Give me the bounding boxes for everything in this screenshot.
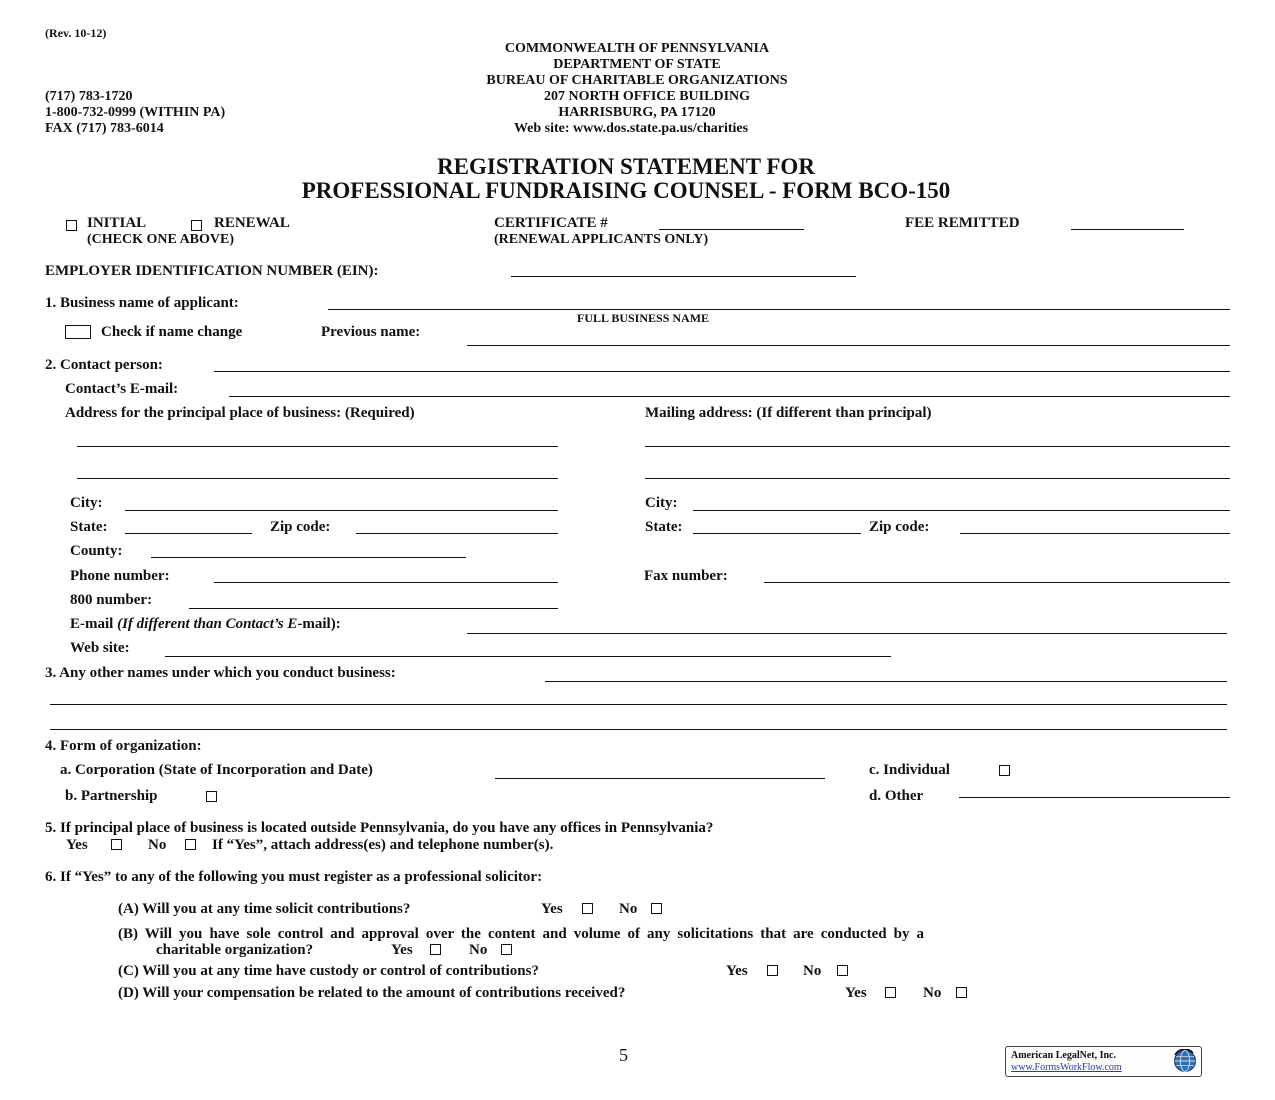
logo-url-link[interactable]: www.FormsWorkFlow.com bbox=[1011, 1062, 1122, 1073]
individual-checkbox[interactable] bbox=[999, 765, 1010, 776]
partnership-label: b. Partnership bbox=[65, 788, 158, 804]
mailing-state-label: State: bbox=[645, 519, 683, 535]
previous-name-label: Previous name: bbox=[321, 324, 421, 340]
question-a: (A) Will you at any time solicit contributions? bbox=[118, 901, 411, 917]
contact-email-input[interactable] bbox=[229, 396, 1230, 397]
question-c: (C) Will you at any time have custody or control of contributions? bbox=[118, 963, 539, 979]
principal-city-label: City: bbox=[70, 495, 103, 511]
phone-line: (717) 783-1720 bbox=[45, 89, 133, 104]
other-label: d. Other bbox=[869, 788, 924, 804]
check-one-note: (CHECK ONE ABOVE) bbox=[87, 232, 235, 247]
question-b-no-checkbox[interactable] bbox=[501, 944, 512, 955]
principal-zip-input[interactable] bbox=[356, 533, 558, 534]
question-d-no-label: No bbox=[923, 985, 942, 1001]
solicitor-question: 6. If “Yes” to any of the following you must register as a professional solicitor: bbox=[45, 869, 543, 885]
mailing-city-input[interactable] bbox=[693, 510, 1230, 511]
business-name-input[interactable] bbox=[328, 309, 1230, 310]
agency-line: HARRISBURG, PA 17120 bbox=[558, 105, 716, 120]
renewal-label: RENEWAL bbox=[214, 215, 290, 231]
mailing-address-line-2[interactable] bbox=[645, 478, 1230, 479]
agency-line: 207 NORTH OFFICE BUILDING bbox=[543, 89, 751, 104]
name-change-label: Check if name change bbox=[101, 324, 243, 340]
question-b-yes-label: Yes bbox=[391, 942, 413, 958]
certificate-input[interactable] bbox=[659, 229, 804, 230]
principal-address-line-2[interactable] bbox=[77, 478, 558, 479]
question-d: (D) Will your compensation be related to the amount of contributions received? bbox=[118, 985, 626, 1001]
phone-line: 1-800-732-0999 (WITHIN PA) bbox=[45, 105, 226, 120]
globe-icon bbox=[1173, 1049, 1197, 1073]
principal-zip-label: Zip code: bbox=[270, 519, 331, 535]
website-label: Web site: bbox=[70, 640, 130, 656]
fee-input[interactable] bbox=[1071, 229, 1184, 230]
principal-state-input[interactable] bbox=[125, 533, 252, 534]
ein-label: EMPLOYER IDENTIFICATION NUMBER (EIN): bbox=[45, 263, 379, 279]
initial-checkbox[interactable] bbox=[66, 220, 77, 231]
business-email-input[interactable] bbox=[467, 633, 1227, 634]
american-legalnet-logo bbox=[1005, 1046, 1202, 1077]
fax-number-label: Fax number: bbox=[644, 568, 728, 584]
agency-line: BUREAU OF CHARITABLE ORGANIZATIONS bbox=[486, 73, 788, 88]
question-d-yes-checkbox[interactable] bbox=[885, 987, 896, 998]
contact-person-input[interactable] bbox=[214, 371, 1230, 372]
mailing-address-heading: Mailing address: (If different than principal) bbox=[645, 405, 932, 421]
corporation-label: a. Corporation (State of Incorporation and Date) bbox=[60, 762, 373, 778]
fax-number-input[interactable] bbox=[764, 582, 1230, 583]
full-business-name-caption: FULL BUSINESS NAME bbox=[577, 311, 710, 325]
question-b-continuation: charitable organization? bbox=[156, 942, 314, 958]
phone-number-input[interactable] bbox=[214, 582, 558, 583]
name-change-checkbox[interactable] bbox=[65, 325, 91, 339]
question-b-no-label: No bbox=[469, 942, 488, 958]
revision-label: (Rev. 10-12) bbox=[45, 26, 107, 40]
question-a-yes-label: Yes bbox=[541, 901, 563, 917]
other-names-label: 3. Any other names under which you conduct business: bbox=[45, 665, 396, 681]
page-number: 5 bbox=[619, 1045, 628, 1065]
renewal-checkbox[interactable] bbox=[191, 220, 202, 231]
question-a-no-checkbox[interactable] bbox=[651, 903, 662, 914]
logo-company-name: American LegalNet, Inc. bbox=[1011, 1050, 1116, 1061]
form-title: REGISTRATION STATEMENT FOR bbox=[437, 154, 815, 179]
principal-address-heading: Address for the principal place of business: (Required) bbox=[65, 405, 415, 421]
other-names-input-2[interactable] bbox=[50, 704, 1227, 705]
800-number-label: 800 number: bbox=[70, 592, 153, 608]
other-names-input-1[interactable] bbox=[545, 681, 1227, 682]
form-title: PROFESSIONAL FUNDRAISING COUNSEL - FORM BCO-150 bbox=[301, 178, 951, 203]
previous-name-input[interactable] bbox=[467, 345, 1230, 346]
certificate-label: CERTIFICATE # bbox=[494, 215, 608, 231]
offices-no-checkbox[interactable] bbox=[185, 839, 196, 850]
contact-person-label: 2. Contact person: bbox=[45, 357, 163, 373]
agency-line: DEPARTMENT OF STATE bbox=[553, 57, 721, 72]
mailing-state-input[interactable] bbox=[693, 533, 861, 534]
mailing-zip-label: Zip code: bbox=[869, 519, 930, 535]
principal-state-label: State: bbox=[70, 519, 108, 535]
offices-yes-label: Yes bbox=[66, 837, 88, 853]
form-of-organization-label: 4. Form of organization: bbox=[45, 738, 202, 754]
800-number-input[interactable] bbox=[189, 608, 558, 609]
website-input[interactable] bbox=[165, 656, 891, 657]
question-a-yes-checkbox[interactable] bbox=[582, 903, 593, 914]
corporation-input[interactable] bbox=[495, 778, 825, 779]
agency-website: Web site: www.dos.state.pa.us/charities bbox=[513, 121, 749, 136]
question-c-no-label: No bbox=[803, 963, 822, 979]
principal-city-input[interactable] bbox=[125, 510, 558, 511]
mailing-address-line-1[interactable] bbox=[645, 446, 1230, 447]
fee-label: FEE REMITTED bbox=[905, 215, 1020, 231]
principal-address-line-1[interactable] bbox=[77, 446, 558, 447]
offices-question: 5. If principal place of business is located outside Pennsylvania, do you have any offices in Pennsylvania? bbox=[45, 820, 714, 836]
question-c-yes-label: Yes bbox=[726, 963, 748, 979]
question-a-no-label: No bbox=[619, 901, 638, 917]
business-email-label: E-mail (If different than Contact’s E-mail): bbox=[70, 616, 341, 632]
phone-number-label: Phone number: bbox=[70, 568, 170, 584]
individual-label: c. Individual bbox=[869, 762, 950, 778]
question-d-no-checkbox[interactable] bbox=[956, 987, 967, 998]
fax-line: FAX (717) 783-6014 bbox=[45, 121, 164, 136]
initial-label: INITIAL bbox=[87, 215, 147, 231]
other-input[interactable] bbox=[959, 797, 1230, 798]
offices-attach-note: If “Yes”, attach address(es) and telephone number(s). bbox=[212, 837, 554, 853]
county-label: County: bbox=[70, 543, 123, 559]
offices-no-label: No bbox=[148, 837, 167, 853]
renewal-only-note: (RENEWAL APPLICANTS ONLY) bbox=[494, 232, 709, 247]
question-b: (B) Will you have sole control and approval over the content and volume of any solicitations that are conducted by a bbox=[118, 926, 925, 942]
county-input[interactable] bbox=[151, 557, 466, 558]
question-c-no-checkbox[interactable] bbox=[837, 965, 848, 976]
question-d-yes-label: Yes bbox=[845, 985, 867, 1001]
agency-line: COMMONWEALTH OF PENNSYLVANIA bbox=[504, 41, 770, 56]
question-c-yes-checkbox[interactable] bbox=[767, 965, 778, 976]
business-name-label: 1. Business name of applicant: bbox=[45, 295, 239, 311]
offices-yes-checkbox[interactable] bbox=[111, 839, 122, 850]
other-names-input-3[interactable] bbox=[50, 729, 1227, 730]
mailing-zip-input[interactable] bbox=[960, 533, 1230, 534]
contact-email-label: Contact’s E-mail: bbox=[65, 381, 179, 397]
partnership-checkbox[interactable] bbox=[206, 791, 217, 802]
ein-input[interactable] bbox=[511, 276, 856, 277]
mailing-city-label: City: bbox=[645, 495, 678, 511]
question-b-yes-checkbox[interactable] bbox=[430, 944, 441, 955]
